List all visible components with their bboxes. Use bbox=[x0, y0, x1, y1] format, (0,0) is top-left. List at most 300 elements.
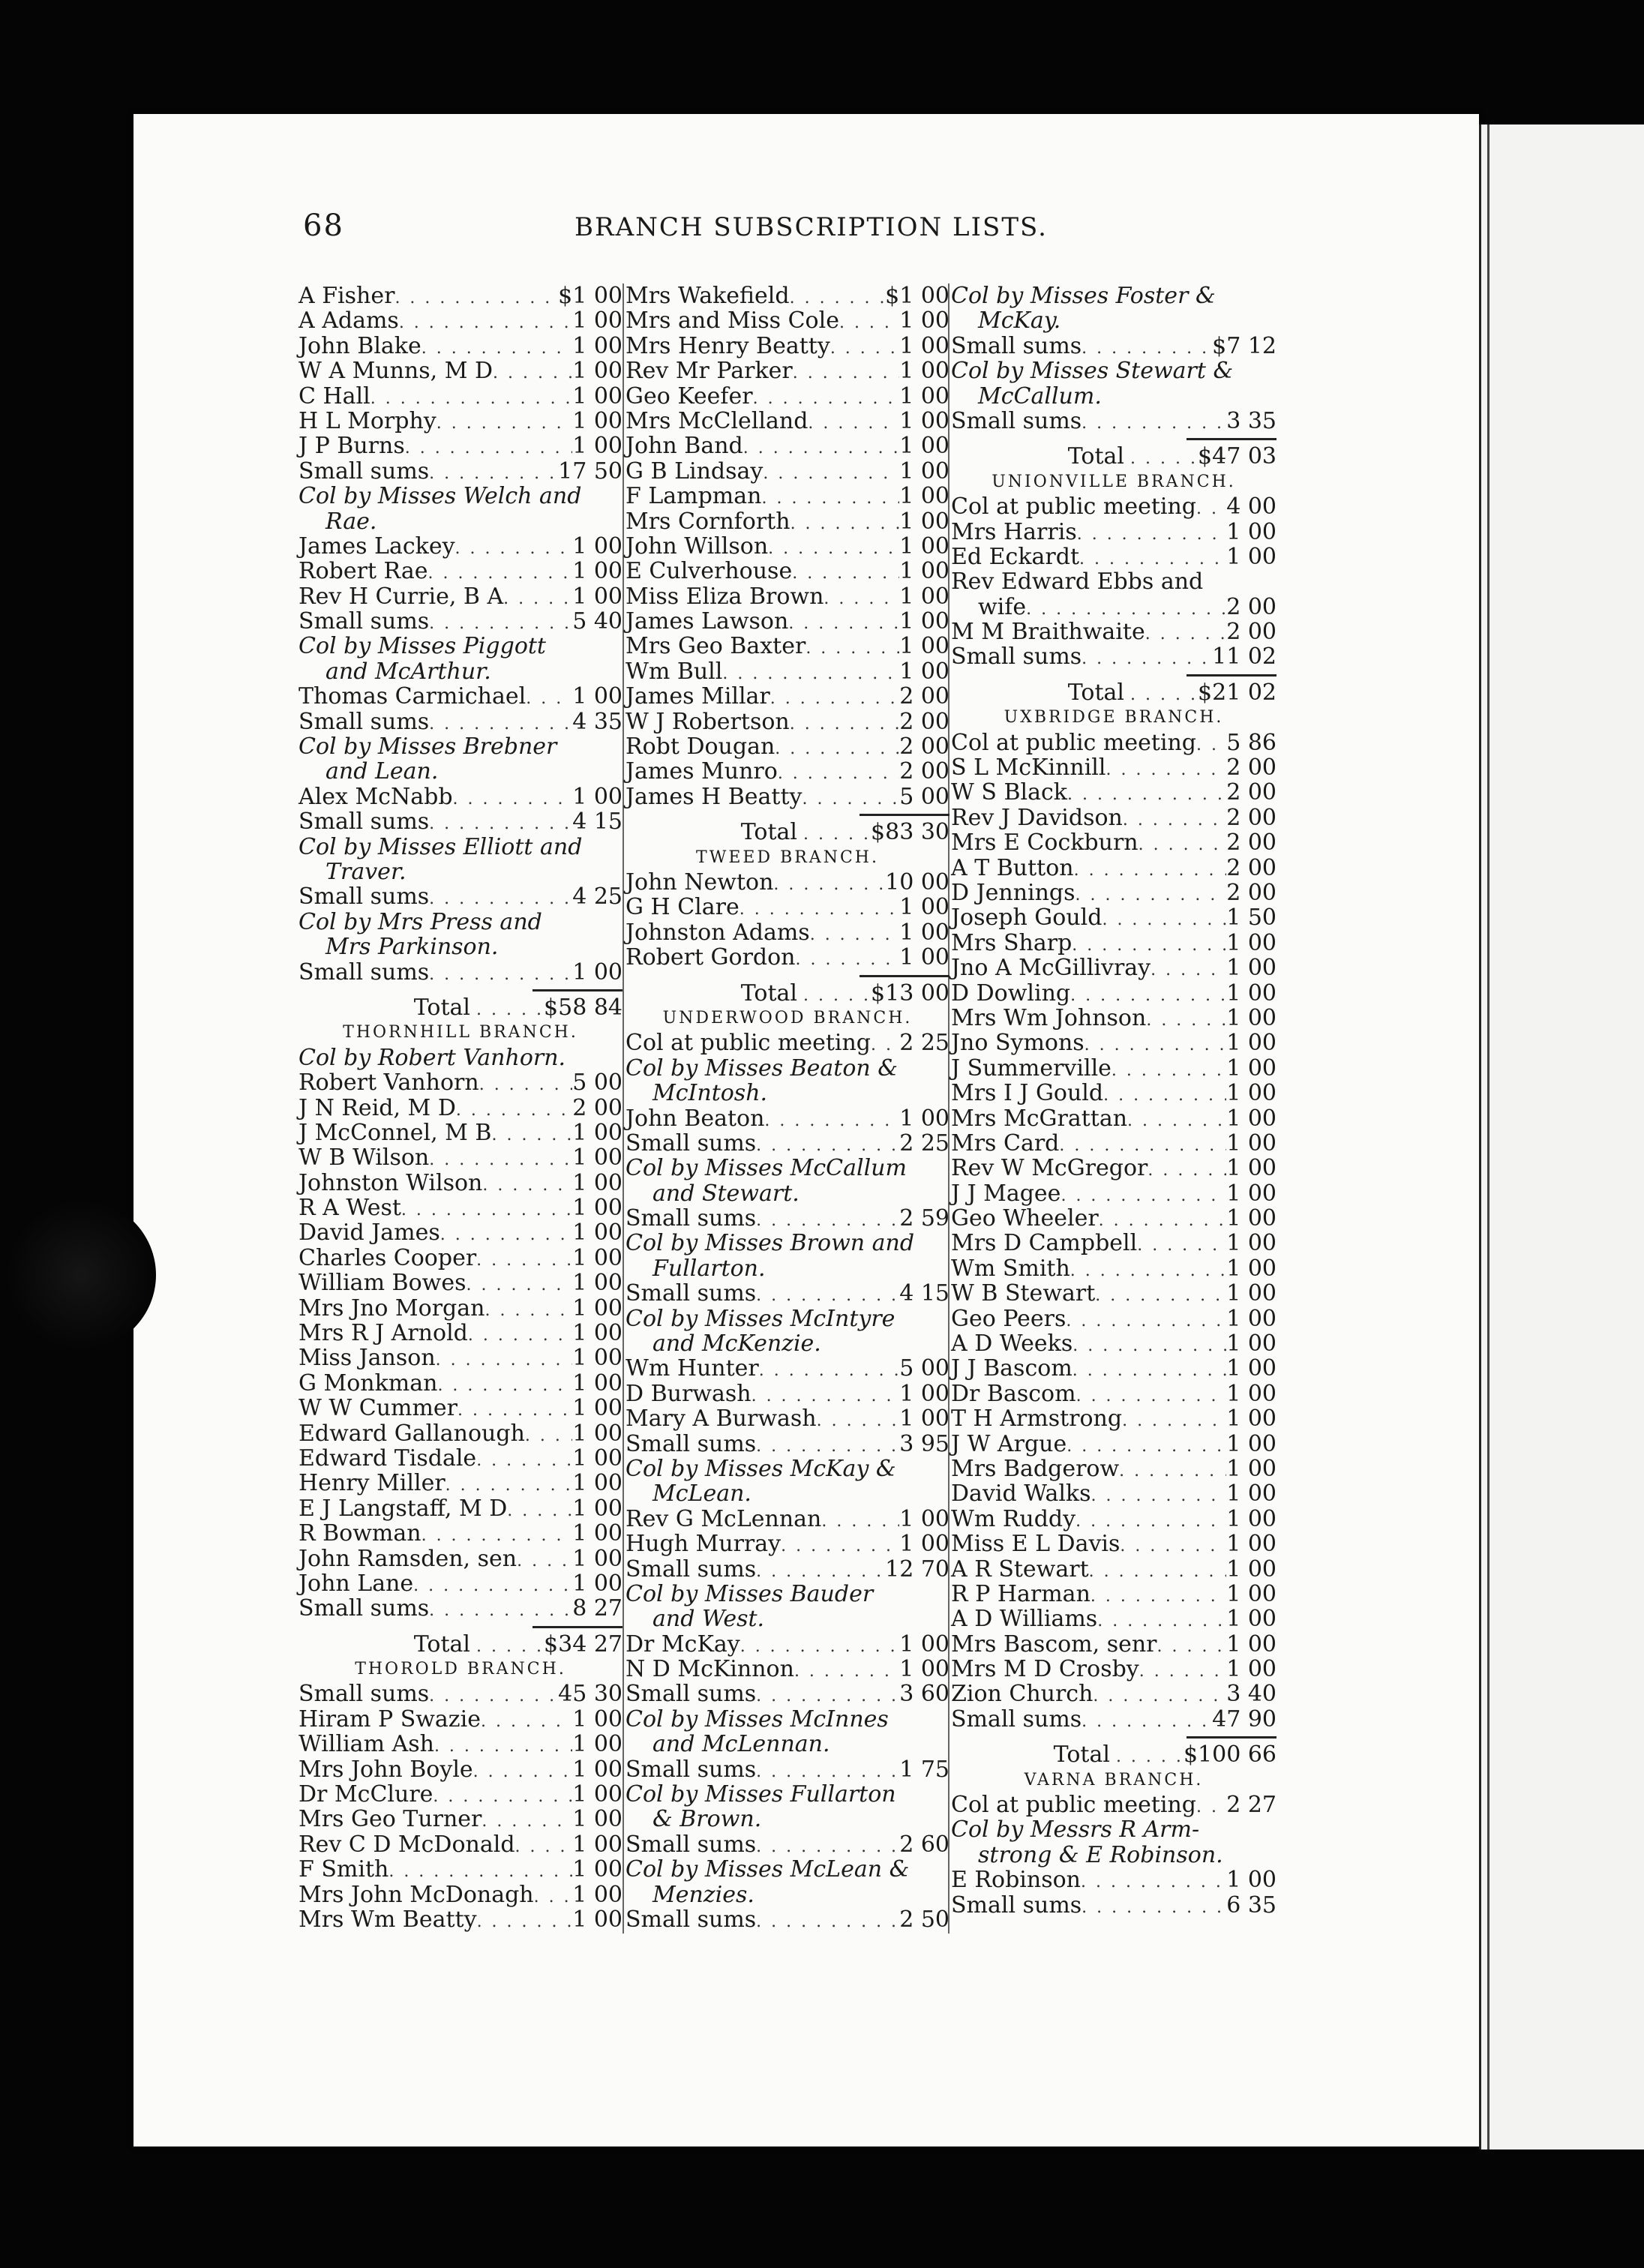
dot-leader bbox=[1139, 1659, 1226, 1684]
subscriber-name: Rev C D McDonald bbox=[298, 1831, 515, 1858]
dot-leader bbox=[437, 1373, 572, 1398]
collector-line-cont bbox=[626, 1181, 950, 1206]
subscriber-name: W B Wilson bbox=[298, 1144, 430, 1172]
amount: 3 40 bbox=[1226, 1681, 1276, 1708]
dot-leader bbox=[1123, 808, 1226, 832]
amount: 1 00 bbox=[1226, 1054, 1276, 1082]
branch-heading bbox=[951, 1768, 1276, 1792]
subscriber-name: Col at public meeting bbox=[951, 729, 1197, 756]
subscription-entry bbox=[951, 856, 1276, 880]
dot-leader bbox=[756, 1834, 899, 1859]
total-amount: $83 30 bbox=[871, 819, 950, 846]
dot-leader bbox=[534, 1885, 573, 1910]
amount: 1 00 bbox=[572, 1220, 622, 1246]
total-amount: $47 03 bbox=[1198, 443, 1276, 470]
dot-leader bbox=[1137, 1233, 1226, 1258]
subscription-entry bbox=[626, 920, 950, 945]
subscription-entry bbox=[951, 1406, 1276, 1431]
amount: 1 00 bbox=[899, 1505, 950, 1532]
subscriber-name: Dr McKay bbox=[626, 1630, 740, 1658]
amount: 1 00 bbox=[1226, 1004, 1276, 1031]
subscriber-name: Small sums bbox=[626, 1280, 757, 1307]
dot-leader bbox=[790, 512, 900, 536]
total-amount: $13 00 bbox=[871, 980, 950, 1006]
collector-line bbox=[951, 1817, 1276, 1842]
dot-leader bbox=[821, 1509, 899, 1534]
subscriber-name: William Ash bbox=[298, 1731, 434, 1758]
subscription-entry bbox=[298, 1321, 622, 1346]
collector-line-cont bbox=[626, 1882, 950, 1907]
subscriber-name: H L Morphy bbox=[298, 407, 436, 434]
amount: 1 00 bbox=[572, 558, 622, 585]
total-rule bbox=[626, 970, 950, 981]
subscriber-name: Small sums bbox=[298, 958, 430, 986]
subscription-entry bbox=[626, 284, 950, 308]
collector-line bbox=[298, 734, 622, 759]
subscription-entry bbox=[951, 956, 1276, 980]
dot-leader bbox=[793, 361, 899, 386]
total-rule bbox=[298, 985, 622, 995]
amount: 2 00 bbox=[899, 758, 950, 785]
total-row bbox=[951, 444, 1276, 469]
amount: 1 00 bbox=[572, 1395, 622, 1422]
subscription-entry bbox=[951, 1006, 1276, 1030]
amount: 1 00 bbox=[572, 1345, 622, 1372]
subscription-entry bbox=[626, 459, 950, 484]
dot-leader bbox=[761, 486, 899, 511]
collector-text: Rae. bbox=[326, 508, 377, 535]
dot-leader bbox=[756, 1434, 899, 1459]
subscriber-name: Rev H Currie, B A bbox=[298, 583, 504, 610]
subscription-entry bbox=[951, 1056, 1276, 1081]
dot-leader bbox=[1067, 782, 1226, 807]
amount: 4 15 bbox=[899, 1280, 950, 1307]
subscriber-name: J Summerville bbox=[951, 1054, 1112, 1082]
dot-leader bbox=[1066, 1309, 1226, 1334]
subscriber-name: N D McKinnon bbox=[626, 1656, 794, 1683]
dot-leader bbox=[1059, 1133, 1226, 1158]
collector-line bbox=[298, 835, 622, 860]
subscription-entry bbox=[626, 384, 950, 409]
subscription-entry bbox=[298, 358, 622, 383]
subscription-entry bbox=[626, 584, 950, 609]
dot-leader bbox=[1076, 1509, 1226, 1534]
amount: 4 25 bbox=[572, 884, 622, 910]
total-rule bbox=[626, 809, 950, 820]
amount: 1 00 bbox=[899, 919, 950, 946]
subscriber-name: Wm Smith bbox=[951, 1255, 1070, 1282]
subscriber-name: Small sums bbox=[951, 332, 1082, 359]
amount: 1 00 bbox=[899, 608, 950, 635]
subscription-entry bbox=[951, 1557, 1276, 1582]
subscriber-name: D Jennings bbox=[951, 879, 1076, 906]
subscriber-name: W A Munns, M D bbox=[298, 358, 494, 385]
subscription-entry bbox=[626, 484, 950, 508]
amount: 1 00 bbox=[899, 658, 950, 685]
subscription-entry bbox=[951, 1256, 1276, 1281]
collector-line-cont bbox=[298, 659, 622, 684]
collector-text: Col by Misses Foster & bbox=[951, 283, 1216, 309]
amount: 1 00 bbox=[572, 583, 622, 610]
subscription-entry bbox=[951, 1606, 1276, 1631]
collector-text: Rev Edward Ebbs and bbox=[951, 568, 1204, 596]
dot-leader bbox=[722, 662, 899, 686]
subscriber-name: J McConnel, M B bbox=[298, 1119, 492, 1146]
subscriber-name: D Dowling bbox=[951, 980, 1071, 1006]
dot-leader bbox=[1026, 597, 1226, 622]
subscriber-name: David James bbox=[298, 1220, 440, 1246]
dot-leader bbox=[817, 1408, 900, 1433]
collector-text: and McKenzie. bbox=[652, 1330, 821, 1358]
dot-leader bbox=[429, 962, 572, 987]
collector-line bbox=[626, 1582, 950, 1606]
subscription-entry bbox=[298, 1857, 622, 1882]
dot-leader bbox=[743, 436, 899, 460]
amount: 1 00 bbox=[572, 1806, 622, 1833]
dot-leader bbox=[1070, 983, 1226, 1008]
amount: 1 00 bbox=[899, 407, 950, 434]
subscription-entry bbox=[951, 1106, 1276, 1131]
subscriber-name: Mrs Wakefield bbox=[626, 283, 790, 309]
subscriber-name: Col at public meeting bbox=[951, 1792, 1197, 1819]
dot-leader bbox=[756, 1283, 899, 1308]
subscription-entry bbox=[298, 1807, 622, 1832]
subscriber-name: E Culverhouse bbox=[626, 558, 793, 585]
collector-text: McIntosh. bbox=[652, 1080, 768, 1107]
subscription-entry bbox=[626, 308, 950, 333]
subscription-entry bbox=[951, 1507, 1276, 1532]
subscriber-name: Mrs John Boyle bbox=[298, 1756, 473, 1783]
page-number: 68 bbox=[303, 208, 344, 243]
dot-leader bbox=[517, 1549, 572, 1574]
collector-line bbox=[298, 910, 622, 934]
subscriber-name: Small sums bbox=[626, 1430, 757, 1457]
amount: $1 00 bbox=[885, 283, 950, 309]
collector-text: Col by Misses Bauder bbox=[626, 1580, 874, 1607]
subscriber-name: A Adams bbox=[298, 308, 399, 334]
collector-line-cont bbox=[626, 1732, 950, 1756]
subscriber-name: Small sums bbox=[951, 1706, 1082, 1732]
dot-leader bbox=[493, 361, 572, 386]
subscriber-name: Edward Gallanough bbox=[298, 1420, 525, 1447]
dot-leader bbox=[1130, 682, 1198, 707]
dot-leader bbox=[468, 1323, 572, 1348]
amount: 1 00 bbox=[572, 1495, 622, 1522]
collector-line-cont bbox=[626, 1606, 950, 1631]
subscriber-name: Mrs M D Crosby bbox=[951, 1656, 1139, 1683]
dot-leader bbox=[388, 1859, 572, 1884]
subscription-entry bbox=[951, 644, 1276, 669]
subscriber-name: S L McKinnill bbox=[951, 754, 1106, 782]
dot-leader bbox=[790, 286, 886, 310]
collector-text: Col by Misses Brown and bbox=[626, 1230, 915, 1257]
subscription-entry bbox=[951, 981, 1276, 1006]
subscriber-name: Mrs Jno Morgan bbox=[298, 1294, 485, 1322]
subscription-entry bbox=[951, 595, 1276, 620]
subscriber-name: Dr McClure bbox=[298, 1781, 434, 1808]
subscription-entry bbox=[626, 1757, 950, 1782]
subscriber-name: James Munro bbox=[626, 758, 778, 785]
dot-leader bbox=[1066, 1434, 1226, 1459]
dot-leader bbox=[1090, 1584, 1226, 1609]
subscription-entry bbox=[298, 1220, 622, 1245]
amount: 2 59 bbox=[899, 1205, 950, 1232]
amount: 1 00 bbox=[1226, 1406, 1276, 1432]
subscription-entry bbox=[951, 1156, 1276, 1180]
subscription-entry bbox=[626, 609, 950, 634]
subscription-entry bbox=[951, 1281, 1276, 1306]
subscription-entry bbox=[951, 1206, 1276, 1231]
amount: 1 00 bbox=[572, 1444, 622, 1472]
subscriber-name: Johnston Adams bbox=[626, 919, 810, 946]
collector-line bbox=[951, 358, 1276, 383]
total-label: Total bbox=[1053, 1742, 1110, 1768]
dot-leader bbox=[1106, 758, 1227, 782]
amount: 1 00 bbox=[899, 894, 950, 921]
amount: 2 27 bbox=[1226, 1792, 1276, 1819]
dot-leader bbox=[1095, 1283, 1226, 1308]
amount: 10 00 bbox=[885, 868, 950, 896]
subscription-entry bbox=[298, 1346, 622, 1370]
amount: 1 00 bbox=[572, 683, 622, 710]
dot-leader bbox=[1097, 1609, 1226, 1634]
collector-line bbox=[626, 1306, 950, 1331]
subscription-entry bbox=[951, 1657, 1276, 1682]
total-row bbox=[951, 680, 1276, 705]
amount: 1 00 bbox=[572, 958, 622, 986]
amount: 1 00 bbox=[572, 1470, 622, 1497]
subscriber-name: Mrs McGrattan bbox=[951, 1105, 1128, 1132]
subscriber-name: John Blake bbox=[298, 332, 422, 359]
subscription-entry bbox=[951, 1181, 1276, 1206]
amount: 5 00 bbox=[899, 783, 950, 810]
subscriber-name: Small sums bbox=[298, 808, 430, 836]
dot-leader bbox=[476, 998, 544, 1022]
collector-line-cont bbox=[626, 1807, 950, 1832]
amount: 1 00 bbox=[572, 1731, 622, 1758]
subscriber-name: James Lawson bbox=[626, 608, 789, 635]
subscription-entry bbox=[951, 1582, 1276, 1606]
subscription-entry bbox=[951, 1893, 1276, 1918]
dot-leader bbox=[429, 1598, 572, 1623]
amount: 1 00 bbox=[572, 1270, 622, 1297]
dot-leader bbox=[507, 1498, 572, 1523]
subscriber-name: Miss E L Davis bbox=[951, 1531, 1120, 1558]
subscription-entry bbox=[951, 905, 1276, 930]
total-amount: $100 66 bbox=[1183, 1742, 1276, 1768]
subscription-entry bbox=[626, 659, 950, 684]
dot-leader bbox=[491, 1123, 572, 1148]
dot-leader bbox=[764, 1108, 899, 1133]
amount: 1 00 bbox=[1226, 1280, 1276, 1307]
dot-leader bbox=[790, 712, 899, 736]
dot-leader bbox=[422, 1523, 573, 1548]
dot-leader bbox=[1082, 1895, 1226, 1920]
subscription-entry bbox=[626, 870, 950, 895]
dot-leader bbox=[429, 611, 572, 636]
collector-line bbox=[298, 484, 622, 508]
subscriber-name: A D Weeks bbox=[951, 1330, 1073, 1358]
amount: 4 35 bbox=[572, 708, 622, 735]
subscriber-name: Small sums bbox=[951, 407, 1082, 434]
dot-leader bbox=[422, 336, 572, 361]
subscription-entry bbox=[298, 1120, 622, 1145]
amount: 1 00 bbox=[1226, 1180, 1276, 1207]
subscriber-name: Johnston Wilson bbox=[298, 1169, 483, 1196]
subscriber-name: Small sums bbox=[298, 884, 430, 910]
dot-leader bbox=[1196, 496, 1226, 521]
subscription-entry bbox=[298, 1571, 622, 1596]
subscriber-name: Mrs Harris bbox=[951, 518, 1077, 545]
subscription-entry bbox=[951, 931, 1276, 956]
amount: 1 00 bbox=[1226, 1531, 1276, 1558]
dot-leader bbox=[768, 536, 899, 561]
dot-leader bbox=[763, 461, 899, 486]
collector-text: and Lean. bbox=[326, 758, 439, 785]
dot-leader bbox=[796, 947, 900, 972]
collector-line bbox=[626, 1782, 950, 1807]
amount: 5 00 bbox=[899, 1355, 950, 1382]
amount: 1 00 bbox=[899, 308, 950, 334]
subscriber-name: Jno Symons bbox=[951, 1030, 1084, 1057]
subscriber-name: Geo Wheeler bbox=[951, 1205, 1099, 1232]
subscriber-name: Small sums bbox=[951, 1892, 1082, 1918]
amount: 1 00 bbox=[899, 332, 950, 359]
amount: 2 00 bbox=[1226, 854, 1276, 881]
amount: 2 25 bbox=[899, 1130, 950, 1156]
dot-leader bbox=[1084, 1033, 1227, 1058]
amount: 1 00 bbox=[899, 944, 950, 971]
subscription-entry bbox=[298, 459, 622, 484]
amount: 5 00 bbox=[572, 1070, 622, 1096]
subscriber-name: Small sums bbox=[298, 1595, 430, 1622]
subscription-entry bbox=[951, 1868, 1276, 1892]
dot-leader bbox=[476, 1634, 544, 1659]
amount: 47 90 bbox=[1212, 1706, 1276, 1732]
subscriber-name: Small sums bbox=[298, 1681, 430, 1708]
subscriber-name: Zion Church bbox=[951, 1681, 1094, 1708]
subscriber-name: R A West bbox=[298, 1195, 401, 1222]
subscriber-name: Wm Ruddy bbox=[951, 1505, 1076, 1532]
subscriber-name: J P Burns bbox=[298, 433, 405, 460]
amount: 3 60 bbox=[899, 1681, 950, 1708]
subscription-entry bbox=[298, 559, 622, 584]
subscriber-name: Miss Eliza Brown bbox=[626, 583, 824, 610]
collector-line-cont bbox=[951, 384, 1276, 409]
amount: 1 00 bbox=[572, 1706, 622, 1732]
dot-leader bbox=[781, 1534, 899, 1558]
subscription-entry bbox=[298, 1171, 622, 1196]
subscription-entry bbox=[298, 1521, 622, 1546]
subscriber-name: Mrs John McDonagh bbox=[298, 1881, 534, 1908]
amount: 1 00 bbox=[899, 1380, 950, 1407]
amount: 1 00 bbox=[1226, 518, 1276, 545]
branch-name: UNIONVILLE BRANCH. bbox=[992, 472, 1236, 491]
subscription-entry bbox=[298, 1757, 622, 1782]
branch-name: TWEED BRANCH. bbox=[696, 848, 879, 867]
collector-line bbox=[626, 1456, 950, 1481]
subscriber-name: J J Magee bbox=[951, 1180, 1061, 1207]
subscription-entry bbox=[626, 1131, 950, 1156]
subscription-entry bbox=[298, 284, 622, 308]
subscription-entry bbox=[626, 358, 950, 383]
subscription-entry bbox=[298, 1907, 622, 1932]
subscription-entry bbox=[951, 1481, 1276, 1506]
dot-leader bbox=[503, 586, 572, 611]
subscription-entry bbox=[626, 1432, 950, 1456]
amount: 4 00 bbox=[1226, 494, 1276, 520]
subscriber-name: Col at public meeting bbox=[626, 1030, 872, 1057]
amount: 1 00 bbox=[572, 308, 622, 334]
amount: 1 00 bbox=[1226, 1606, 1276, 1633]
collector-text: Col by Misses McIntyre bbox=[626, 1305, 896, 1332]
amount: 1 00 bbox=[1226, 1205, 1276, 1232]
amount: 1 00 bbox=[899, 508, 950, 535]
subscription-entry bbox=[298, 1882, 622, 1907]
amount: 1 00 bbox=[572, 1320, 622, 1347]
subscriber-name: William Bowes bbox=[298, 1270, 466, 1297]
subscription-entry bbox=[951, 780, 1276, 805]
subscriber-name: Joseph Gould bbox=[951, 904, 1102, 932]
dot-leader bbox=[1146, 1008, 1226, 1033]
subscriber-name: A R Stewart bbox=[951, 1556, 1089, 1582]
dot-leader bbox=[1148, 1158, 1226, 1183]
amount: 2 00 bbox=[572, 1094, 622, 1121]
subscriber-name: Mrs R J Arnold bbox=[298, 1320, 468, 1347]
subscription-entry bbox=[951, 1131, 1276, 1156]
amount: 2 00 bbox=[1226, 879, 1276, 906]
collector-text: Col by Misses McCallum bbox=[626, 1155, 907, 1182]
amount: 1 00 bbox=[1226, 955, 1276, 982]
total-row bbox=[298, 1632, 622, 1657]
branch-heading bbox=[626, 1006, 950, 1030]
amount: 2 60 bbox=[899, 1831, 950, 1858]
subscriber-name: Mrs Wm Johnson bbox=[951, 1004, 1147, 1031]
dot-leader bbox=[394, 286, 558, 310]
collector-text: Col by Misses Brebner bbox=[298, 734, 557, 760]
dot-leader bbox=[802, 787, 900, 812]
subscriber-name: E J Langstaff, M D bbox=[298, 1495, 508, 1522]
amount: 8 27 bbox=[572, 1595, 622, 1622]
amount: 2 00 bbox=[1226, 754, 1276, 782]
subscription-entry bbox=[951, 755, 1276, 780]
amount: 1 00 bbox=[572, 1756, 622, 1783]
subscription-entry bbox=[298, 584, 622, 609]
amount: 1 00 bbox=[1226, 1580, 1276, 1607]
subscription-entry bbox=[626, 1406, 950, 1431]
subscription-entry bbox=[951, 520, 1276, 544]
amount: 1 00 bbox=[572, 1420, 622, 1447]
amount: 1 00 bbox=[899, 382, 950, 410]
collector-text: Col by Robert Vanhorn. bbox=[298, 1044, 566, 1071]
dot-leader bbox=[1089, 1559, 1227, 1584]
total-rule bbox=[951, 670, 1276, 680]
total-amount: $34 27 bbox=[544, 1630, 622, 1658]
page-title: BRANCH SUBSCRIPTION LISTS. bbox=[574, 212, 1048, 242]
subscription-entry bbox=[951, 806, 1276, 830]
subscriber-name: Hugh Murray bbox=[626, 1531, 782, 1558]
total-amount: $58 84 bbox=[544, 994, 622, 1021]
dot-leader bbox=[484, 1298, 572, 1323]
collector-line-cont bbox=[298, 934, 622, 959]
subscriber-name: G H Clare bbox=[626, 894, 740, 921]
subscription-entry bbox=[298, 1421, 622, 1446]
subscriber-name: Rev Mr Parker bbox=[626, 358, 793, 385]
subscriber-name: Ed Eckardt bbox=[951, 543, 1080, 570]
amount: 2 00 bbox=[1226, 830, 1276, 856]
amount: 1 00 bbox=[572, 1119, 622, 1146]
dot-leader bbox=[808, 411, 899, 436]
